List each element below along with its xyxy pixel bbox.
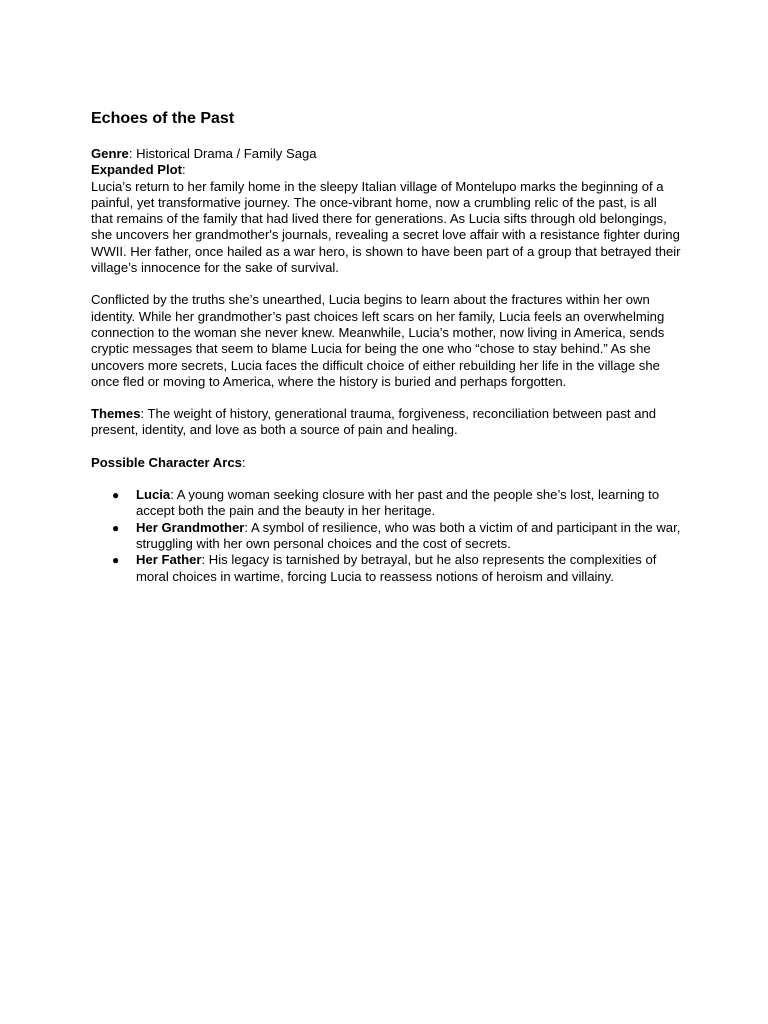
document-page: [91, 109, 681, 585]
plot-paragraph-2: Conflicted by the truths she’s unearthed, Lucia begins to learn about the fractures within her own identity. While her grandmother’s past choices left scars on her family, Lucia feels an overwhelming connection to the woman she never knew. Meanwhile, Lucia’s mother, now living in America, sends cryptic messages that seem to blame Lucia for being the one who “chose to stay behind.” As she uncovers more secrets, Lucia faces the difficult choice of either rebuilding her life in the village she once fled or moving to America, where the history is buried and perhaps forgotten.: [91, 292, 665, 389]
genre-label: Genre: [91, 146, 129, 161]
bullet-icon: ●: [112, 488, 120, 503]
arc-name: Her Grandmother: [136, 519, 245, 535]
arc-name: Her Father: [136, 552, 202, 568]
themes-paragraph: [91, 406, 681, 439]
arc-text: : A young woman seeking closure with her past and the people she’s lost, learning to accept both the pain and the beauty in her heritage.: [136, 487, 660, 519]
genre-line: [91, 146, 681, 162]
expanded-plot-suffix: :: [181, 162, 186, 178]
bullet-icon: ●: [112, 520, 120, 535]
character-arcs-list: [91, 487, 681, 585]
themes-label: Themes: [91, 406, 141, 422]
character-arcs-suffix: :: [241, 454, 246, 470]
expanded-plot-label: Expanded Plot: [91, 162, 182, 178]
arc-text: : His legacy is tarnished by betrayal, but he also represents the complexities of moral choices in wartime, forcing Lucia to reassess notions of heroism and villainy.: [136, 552, 657, 584]
bullet-icon: ●: [112, 553, 120, 568]
list-item: [91, 487, 681, 520]
list-item: [91, 552, 681, 585]
arc-name: Lucia: [136, 487, 171, 503]
document-title: Echoes of the Past: [91, 110, 235, 127]
plot-paragraph-1: Lucia’s return to her family home in the sleepy Italian village of Montelupo marks the beginning of a painful, yet transformative journey. The once-vibrant home, now a crumbling relic of the past, is all that remains of the family that had lived there for generations. As Lucia sifts through old belongings, she uncovers her grandmother's journals, revealing a secret love affair with a resistance fighter during WWII. Her father, once hailed as a war hero, is shown to have been part of a group that betrayed their village’s innocence for the sake of survival.: [91, 178, 681, 276]
character-arcs-heading: [91, 455, 681, 471]
themes-value: : The weight of history, generational trauma, forgiveness, reconciliation between past and present, identity, and love as both a source of pain and healing.: [91, 406, 657, 438]
genre-value: : Historical Drama / Family Saga: [128, 146, 317, 161]
character-arcs-label: Possible Character Arcs: [91, 454, 242, 470]
arc-text: : A symbol of resilience, who was both a victim of and participant in the war, struggling with her own personal choices and the cost of secrets.: [136, 519, 681, 551]
list-item: [91, 520, 681, 553]
expanded-plot-heading: [91, 162, 681, 178]
